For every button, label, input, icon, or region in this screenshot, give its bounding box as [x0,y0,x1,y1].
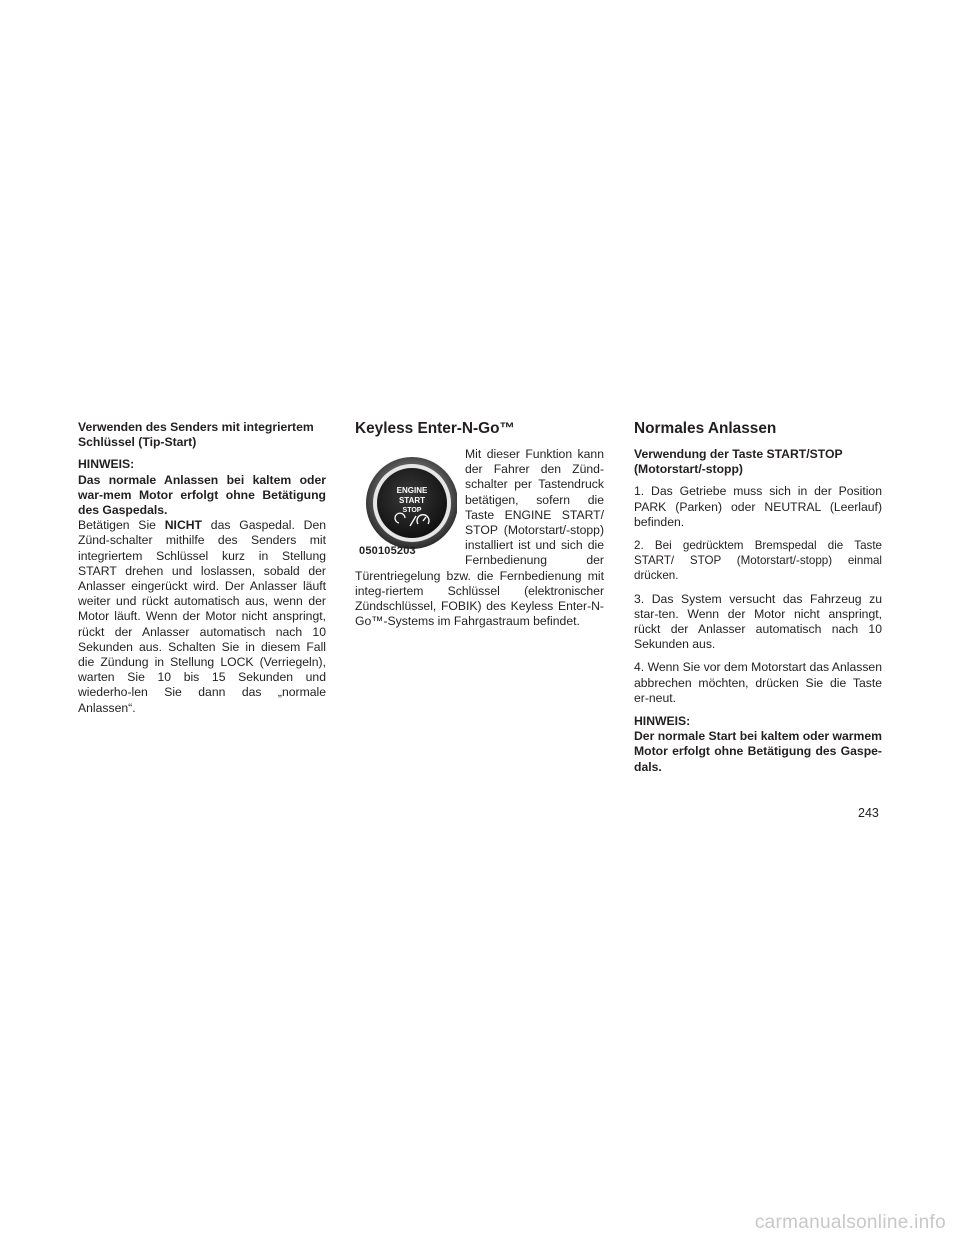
note-label: HINWEIS: [78,457,135,472]
section-heading: Keyless Enter-N-Go™ [355,420,515,437]
list-item: 4. Wenn Sie vor dem Motorstart das Anlassen abbrechen möchten, drücken Sie die Taste er-neut. [634,660,882,705]
section-subheading: Verwenden des Senders mit integriertem Schlüssel (Tip-Start) [78,420,314,450]
body-emphasis: NICHT [164,518,202,533]
note-text: Das normale Anlassen bei kaltem oder war-mem Motor erfolgt ohne Betätigung des Gaspedals. [78,472,326,518]
engine-start-button-figure [355,447,457,563]
body-rest: das Gaspedal. Den Zünd-schalter mithilfe des Senders mit integriertem Schlüssel kurz in Stellung START drehen und loslassen, sobald der Anlasser eingerückt wird. Der Anlasser läuft weiter und rückt automatisch aus, wenn der Motor läuft. Wenn der Motor nicht anspringt, rückt der Anlasser automatisch nach 10 Sekunden aus. Schalten Sie in diesem Fall die Zündung in Stellung LOCK (Verriegeln), warten Sie 10 bis 15 Sekunden und wiederho-len Sie dann das „normale Anlassen“. [78,518,326,715]
button-label-line3: STOP [402,507,422,514]
button-label-line2: START [398,496,426,505]
body-paragraph: Mit dieser Funktion kann der Fahrer den Zünd-schalter per Tastendruck betätigen, sofern die Taste ENGINE START/ STOP (Motorstart/-stopp) installiert ist und sich die Fernbedienung der Türentriegelung bzw. die Fernbedienung mit integ-riertem Schlüssel (elektronischer Zündschlüssel, FOBIK) des Keyless Enter-N-Go™-Systems im Fahrgastraum befindet. [355,447,604,629]
column-right [634,420,882,775]
column-left [78,420,326,716]
list-item: 3. Das System versucht das Fahrzeug zu star-ten. Wenn der Motor nicht anspringt, rückt der Anlasser automatisch nach 10 Sekunden aus. [634,591,882,652]
list-item: 2. Bei gedrücktem Bremspedal die Taste START/ STOP (Motorstart/-stopp) einmal drücken. [634,539,882,583]
figure-caption: 050105203 [359,544,416,557]
body-prefix: Betätigen Sie [78,518,165,533]
section-subheading: Verwendung der Taste START/STOP (Motorstart/-stopp) [634,447,843,477]
note-label: HINWEIS: [634,714,691,729]
note-text: Der normale Start bei kaltem oder warmem Motor erfolgt ohne Betätigung des Gaspe-dals. [634,729,882,774]
body-paragraph [78,518,326,716]
column-middle [355,420,604,629]
button-label-line1: ENGINE [396,486,428,495]
watermark: carmanualsonline.info [754,1212,946,1233]
page-number: 243 [858,806,879,820]
list-item: 1. Das Getriebe muss sich in der Position PARK (Parken) oder NEUTRAL (Leerlauf) befinden. [634,484,882,529]
section-heading: Normales Anlassen [634,420,777,437]
